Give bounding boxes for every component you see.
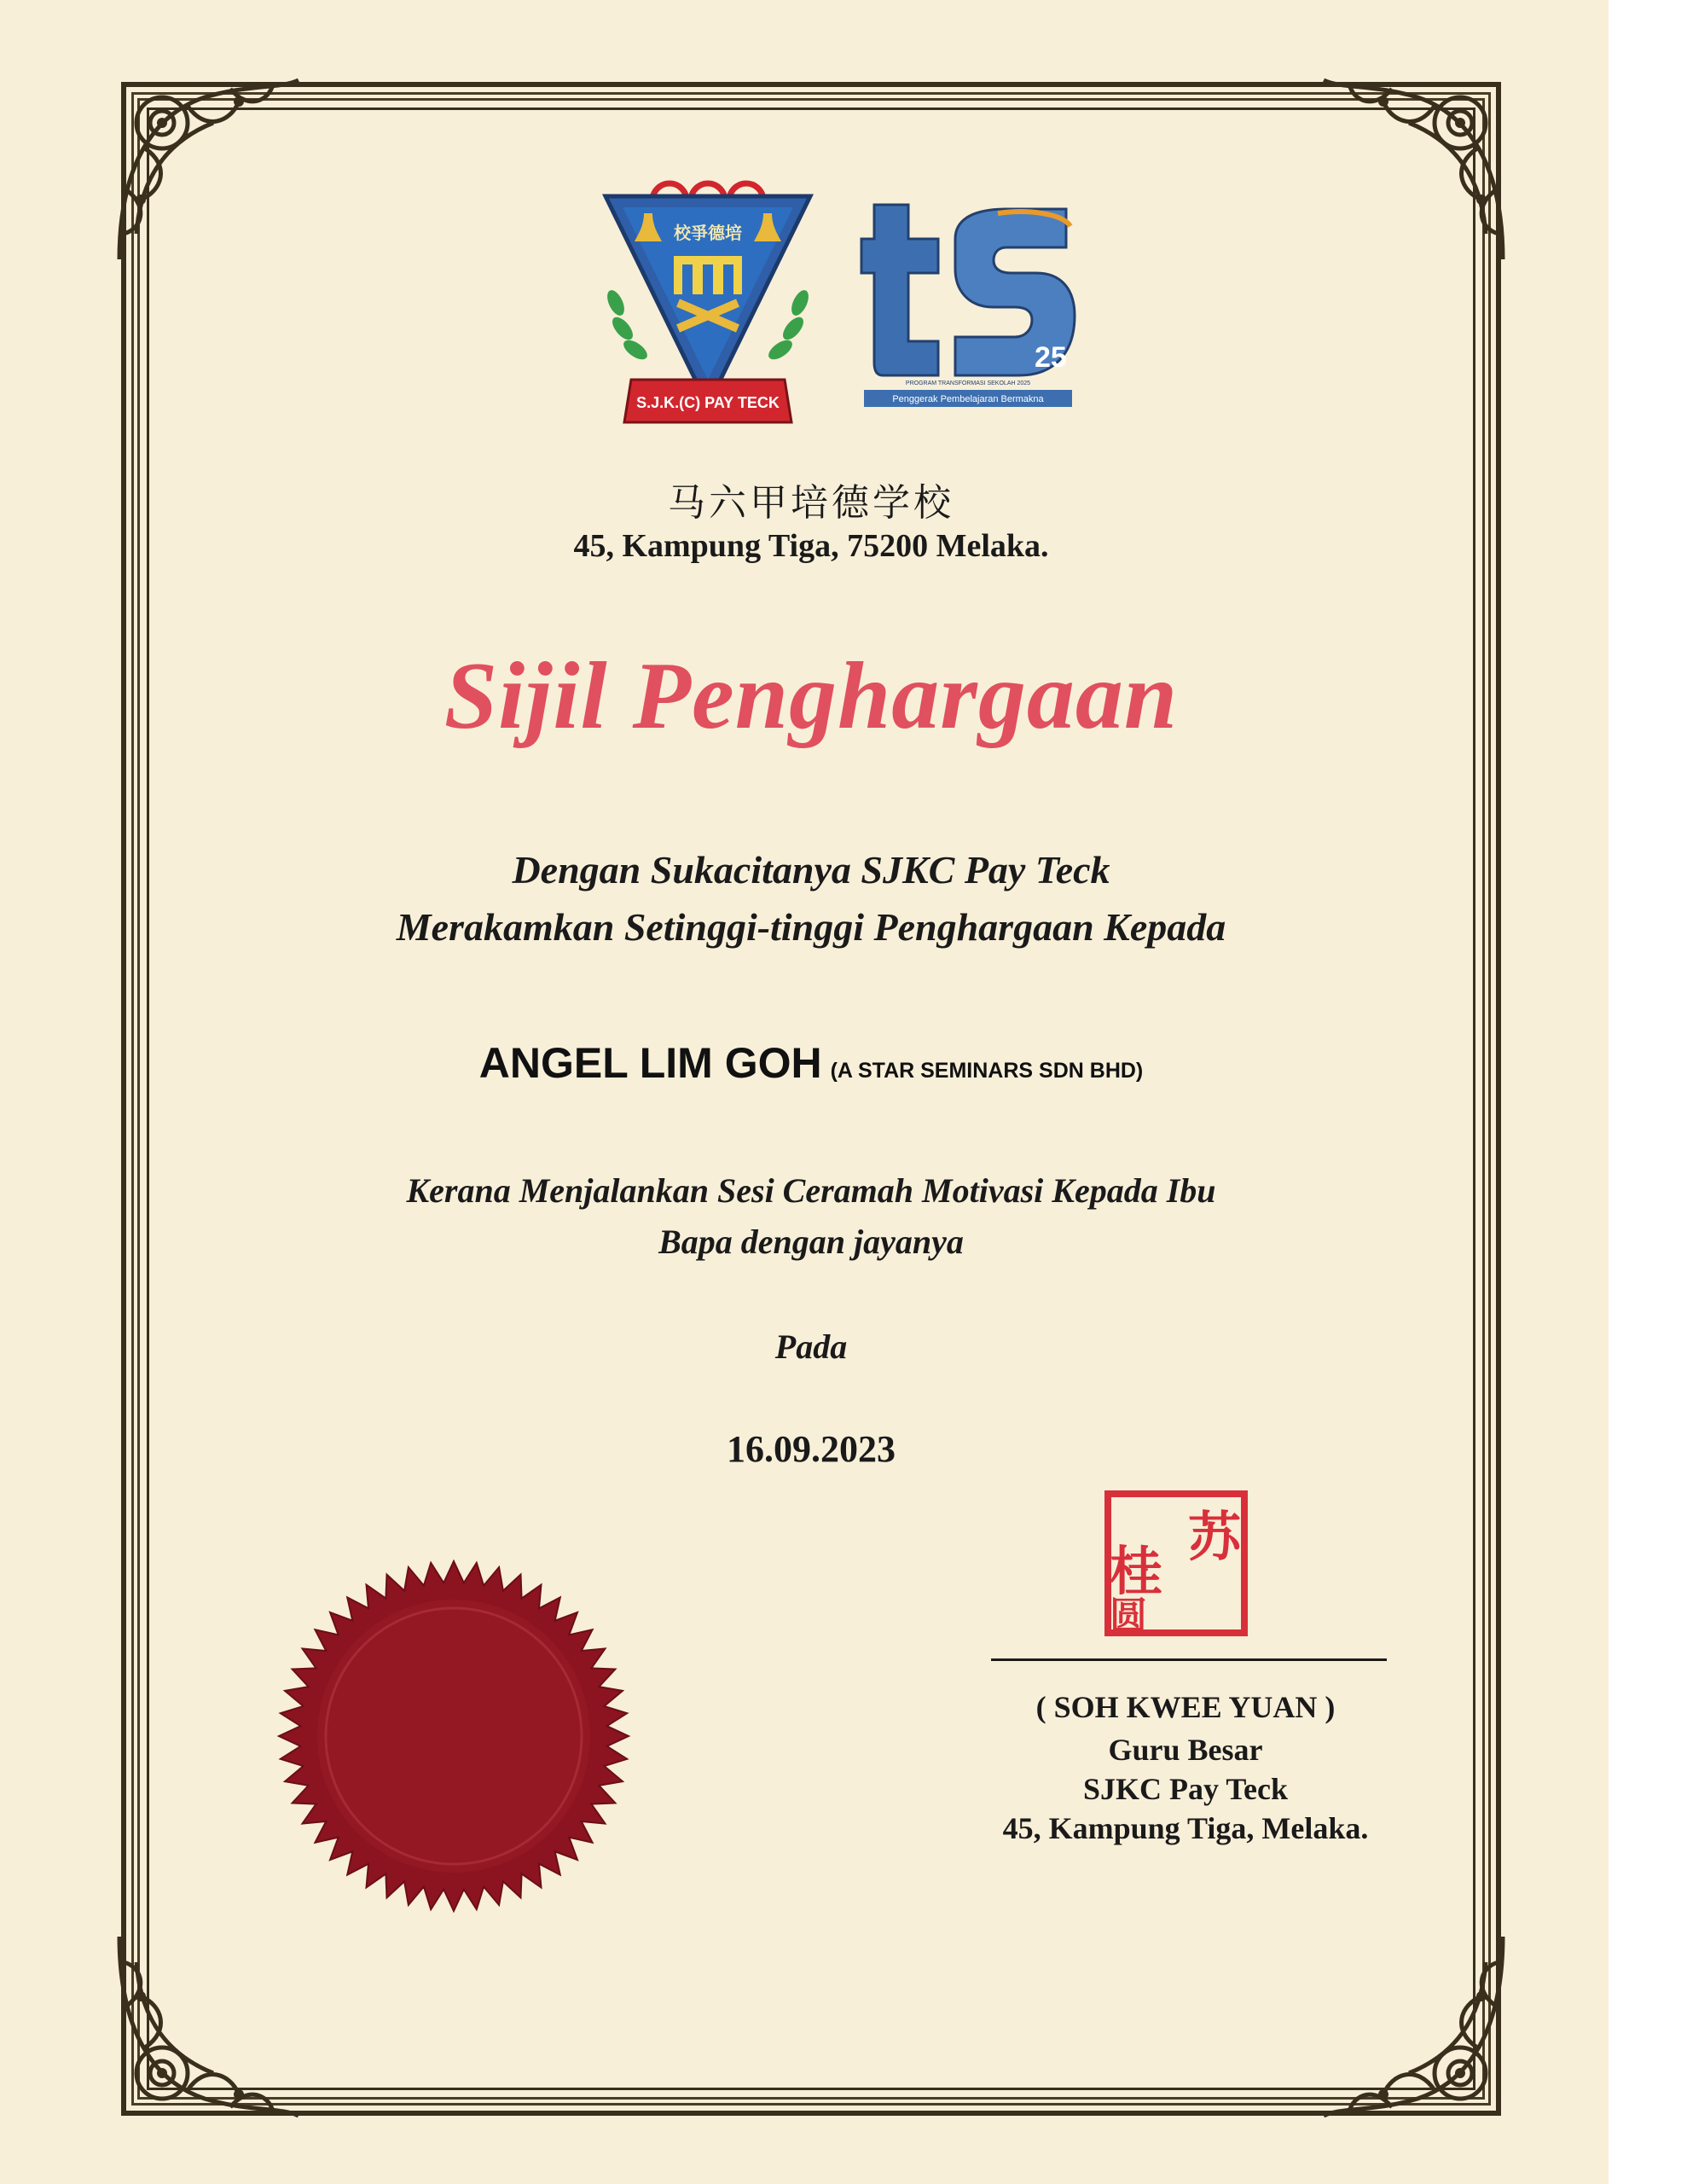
svg-text:圆: 圆 (1110, 1594, 1147, 1638)
recipient-organization: (A STAR SEMINARS SDN BHD) (830, 1059, 1144, 1083)
corner-ornament-top-right (1307, 63, 1520, 276)
school-crest-logo (597, 175, 819, 431)
crest-banner-text: S.J.K.(C) PAY TECK (636, 394, 780, 411)
recipient-name: ANGEL LIM GOH (478, 1039, 822, 1087)
ts25-tagline: Penggerak Pembelajaran Bermakna (892, 394, 1044, 404)
reason-line-2: Bapa dengan jayanya (658, 1223, 964, 1261)
ts25-program-logo (857, 192, 1079, 410)
signatory-address: 45, Kampung Tiga, Melaka. (1002, 1811, 1369, 1845)
certificate-date: 16.09.2023 (727, 1428, 896, 1470)
signature-line (991, 1658, 1387, 1661)
reason-line-1: Kerana Menjalankan Sesi Ceramah Motivasi Kepada Ibu (406, 1171, 1216, 1210)
signatory-school: SJKC Pay Teck (1082, 1772, 1289, 1806)
name-chop-stamp (1103, 1489, 1249, 1638)
corner-ornament-bottom-right (1307, 1920, 1520, 2133)
on-label: Pada (774, 1327, 848, 1366)
signatory-role: Guru Besar (1108, 1733, 1263, 1767)
school-chinese-name: 马六甲培德学校 (668, 481, 954, 525)
ts25-caption: PROGRAM TRANSFORMASI SEKOLAH 2025 (905, 380, 1031, 386)
intro-line-2: Merakamkan Setinggi-tinggi Penghargaan Kepada (396, 905, 1226, 949)
intro-line-1: Dengan Sukacitanya SJKC Pay Teck (512, 848, 1110, 892)
ts25-mark: 25 (1035, 341, 1067, 374)
svg-text:苏: 苏 (1188, 1506, 1242, 1568)
page-margin (1609, 0, 1687, 2184)
red-foil-seal (275, 1557, 633, 1915)
school-address: 45, Kampung Tiga, 75200 Melaka. (573, 528, 1049, 564)
crest-motto: 校爭德培 (674, 223, 742, 243)
corner-ornament-top-left (102, 63, 316, 276)
certificate-title: Sijil Penghargaan (443, 643, 1179, 749)
recipient (147, 1038, 1475, 1088)
signatory-name: ( SOH KWEE YUAN ) (1035, 1690, 1336, 1724)
svg-text:桂: 桂 (1110, 1540, 1163, 1602)
corner-ornament-bottom-left (102, 1920, 316, 2133)
